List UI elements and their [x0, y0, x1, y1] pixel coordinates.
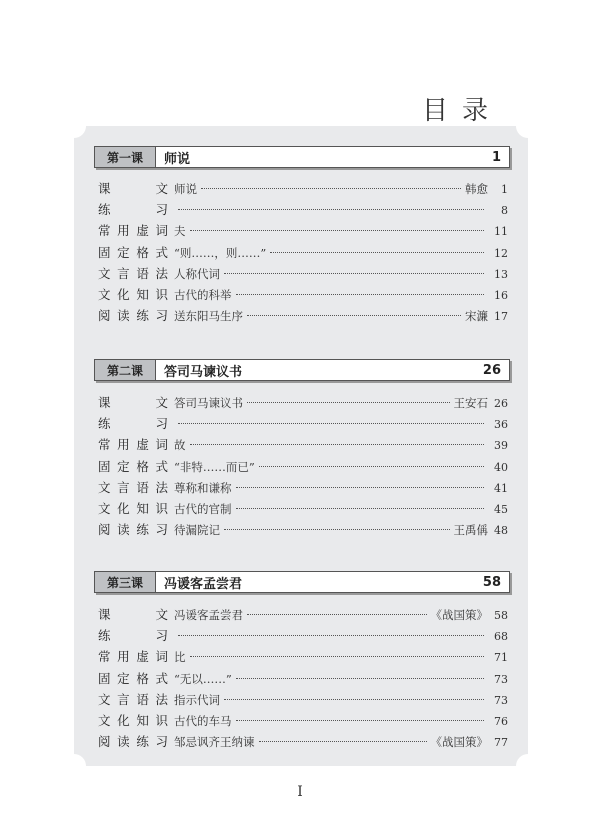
- entry-author: 王安石: [453, 396, 488, 410]
- lesson-title: 师说: [164, 151, 191, 167]
- entry-content: “则……，则……”: [174, 245, 267, 260]
- entry-author: 韩愈: [465, 182, 488, 196]
- leader-dots: [201, 188, 461, 189]
- leader-dots: [190, 444, 485, 445]
- entry-content: 送东阳马生序: [174, 309, 243, 324]
- entry-content: 古代的科举: [174, 287, 232, 302]
- entry-content: 古代的官制: [174, 501, 232, 516]
- panel-corner: [62, 754, 86, 778]
- entry-page: 16: [494, 288, 508, 302]
- entry-page: 58: [494, 609, 508, 622]
- entry-content: 故: [174, 438, 186, 453]
- toc-entry[interactable]: [98, 710, 508, 731]
- toc-panel: [74, 126, 528, 766]
- entry-label: 阅读练习: [98, 308, 168, 324]
- entry-page: 77: [494, 736, 508, 750]
- entry-label: 阅读练习: [98, 522, 168, 538]
- lesson-header-1[interactable]: [94, 146, 510, 168]
- leader-dots: [236, 294, 485, 295]
- lesson-page: 26: [482, 362, 501, 378]
- leader-dots: [259, 741, 427, 742]
- entry-content: 指示代词: [174, 692, 220, 707]
- entry-page: 73: [494, 693, 508, 707]
- entry-page: 71: [494, 651, 508, 665]
- entry-label: 练习: [98, 628, 168, 644]
- entry-label: 文化知识: [98, 286, 168, 302]
- entry-label: 固定格式: [98, 458, 168, 474]
- leader-dots: [236, 487, 485, 488]
- entry-label: 课文: [98, 181, 168, 196]
- leader-dots: [224, 699, 484, 700]
- entry-label: 文言语法: [98, 265, 168, 281]
- entry-label: 常用虚词: [98, 649, 168, 665]
- leader-dots: [247, 315, 461, 316]
- toc-entry[interactable]: [98, 604, 508, 625]
- lesson-entries-3: [98, 604, 508, 752]
- panel-corner: [62, 114, 86, 138]
- entry-content: 尊称和谦称: [174, 480, 232, 495]
- entry-page: 40: [494, 460, 508, 474]
- toc-entry[interactable]: [98, 477, 508, 498]
- leader-dots: [178, 635, 484, 636]
- lesson-page: 58: [482, 574, 501, 590]
- lesson-number: 第二课: [95, 360, 156, 380]
- entry-page: 8: [501, 204, 508, 218]
- leader-dots: [236, 678, 484, 679]
- leader-dots: [224, 529, 450, 530]
- toc-entry[interactable]: [98, 498, 508, 519]
- toc-entry[interactable]: [98, 456, 508, 477]
- entry-label: 文化知识: [98, 712, 168, 728]
- entry-label: 文言语法: [98, 479, 168, 495]
- entry-content: 夫: [174, 224, 186, 239]
- entry-page: 48: [494, 524, 508, 538]
- toc-entry[interactable]: [98, 199, 508, 220]
- lesson-header-2[interactable]: [94, 359, 510, 381]
- entry-content: 待漏院记: [174, 523, 220, 538]
- entry-page: 11: [494, 225, 508, 239]
- entry-author: 《战国策》: [430, 608, 488, 622]
- leader-dots: [178, 209, 484, 210]
- toc-entry[interactable]: [98, 284, 508, 305]
- lesson-entries-1: [98, 178, 508, 326]
- leader-dots: [247, 402, 450, 403]
- toc-entry[interactable]: [98, 305, 508, 326]
- entry-content: 师说: [174, 182, 197, 196]
- entry-content: 比: [174, 650, 186, 665]
- panel-corner: [516, 754, 540, 778]
- entry-page: 1: [501, 183, 508, 196]
- entry-content: “非特……而已”: [174, 459, 255, 474]
- entry-label: 固定格式: [98, 670, 168, 686]
- entry-label: 练习: [98, 416, 168, 432]
- entry-label: 常用虚词: [98, 223, 168, 239]
- entry-author: 《战国策》: [430, 735, 488, 750]
- toc-entry[interactable]: [98, 625, 508, 646]
- entry-author: 王禹偁: [453, 523, 488, 538]
- entry-label: 固定格式: [98, 244, 168, 260]
- page-title: 目录: [421, 96, 502, 126]
- entry-content: 冯谖客孟尝君: [174, 608, 243, 622]
- entry-page: 39: [494, 439, 508, 453]
- entry-label: 常用虚词: [98, 437, 168, 453]
- entry-label: 文化知识: [98, 500, 168, 516]
- entry-page: 17: [494, 310, 508, 324]
- entry-author: 宋濂: [465, 309, 488, 324]
- leader-dots: [259, 466, 484, 467]
- footer-page-number: I: [297, 784, 303, 800]
- entry-page: 73: [494, 672, 508, 686]
- entry-content: 答司马谏议书: [174, 396, 243, 410]
- entry-label: 课文: [98, 607, 168, 622]
- toc-entry[interactable]: [98, 434, 508, 455]
- entry-label: 课文: [98, 395, 168, 410]
- entry-content: 邹忌讽齐王纳谏: [174, 735, 255, 750]
- toc-entry[interactable]: [98, 242, 508, 263]
- lesson-page: 1: [491, 149, 501, 165]
- toc-entry[interactable]: [98, 263, 508, 284]
- lesson-header-3[interactable]: [94, 571, 510, 593]
- entry-page: 13: [494, 267, 508, 281]
- lesson-title: 答司马谏议书: [164, 364, 243, 380]
- toc-entry[interactable]: [98, 646, 508, 667]
- entry-page: 12: [494, 246, 508, 260]
- toc-entry[interactable]: [98, 689, 508, 710]
- toc-entry[interactable]: [98, 220, 508, 241]
- leader-dots: [270, 252, 484, 253]
- leader-dots: [190, 656, 485, 657]
- lesson-number: 第三课: [95, 572, 156, 592]
- leader-dots: [236, 720, 485, 721]
- entry-page: 36: [494, 418, 508, 432]
- entry-label: 练习: [98, 202, 168, 218]
- entry-content: 人称代词: [174, 266, 220, 281]
- toc-entry[interactable]: [98, 519, 508, 540]
- leader-dots: [190, 230, 485, 231]
- lesson-number: 第一课: [95, 147, 156, 167]
- toc-entry[interactable]: [98, 731, 508, 752]
- leader-dots: [178, 423, 484, 424]
- entry-page: 45: [494, 502, 508, 516]
- entry-page: 41: [494, 481, 508, 495]
- toc-entry[interactable]: [98, 413, 508, 434]
- toc-entry[interactable]: [98, 392, 508, 413]
- entry-content: 古代的车马: [174, 713, 232, 728]
- leader-dots: [236, 508, 485, 509]
- lesson-title: 冯谖客孟尝君: [164, 576, 243, 592]
- entry-page: 76: [494, 714, 508, 728]
- entry-content: “无以……”: [174, 671, 232, 686]
- entry-label: 文言语法: [98, 691, 168, 707]
- lesson-entries-2: [98, 392, 508, 540]
- panel-corner: [516, 114, 540, 138]
- leader-dots: [247, 614, 427, 615]
- entry-label: 阅读练习: [98, 734, 168, 750]
- toc-entry[interactable]: [98, 668, 508, 689]
- entry-page: 26: [494, 397, 508, 410]
- leader-dots: [224, 273, 484, 274]
- entry-page: 68: [494, 630, 508, 644]
- toc-entry[interactable]: [98, 178, 508, 199]
